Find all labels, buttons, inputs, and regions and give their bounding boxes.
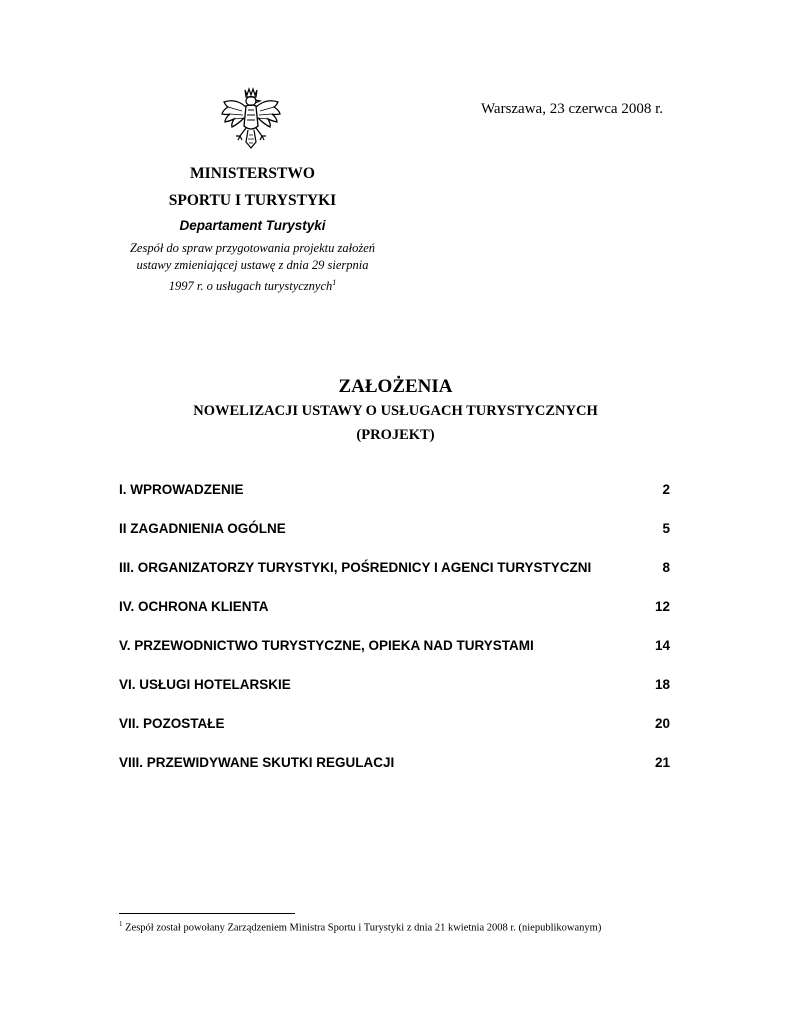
- ministry-name-line1: MINISTERSTWO: [190, 165, 315, 182]
- document-title-block: [0, 375, 791, 446]
- toc-entry-label: V. PRZEWODNICTWO TURYSTYCZNE, OPIEKA NAD TURYSTAMI: [119, 638, 534, 653]
- footnote: [119, 920, 601, 934]
- team-description-line: [110, 274, 395, 295]
- table-of-contents: [119, 480, 670, 792]
- toc-entry[interactable]: [119, 519, 670, 558]
- footnote-text: Zespół został powołany Zarządzeniem Ministra Sportu i Turystyki z dnia 21 kwietnia 2008 r. (niepublikowanym): [125, 922, 602, 934]
- toc-entry-label: III. ORGANIZATORZY TURYSTYKI, POŚREDNICY I AGENCI TURYSTYCZNI: [119, 560, 592, 575]
- toc-entry[interactable]: [119, 480, 670, 519]
- footnote-divider: [119, 913, 295, 914]
- department-name: Departament Turystyki: [179, 218, 326, 233]
- toc-entry-page: 18: [654, 677, 670, 692]
- toc-entry[interactable]: [119, 675, 670, 714]
- toc-entry-label: I. WPROWADZENIE: [119, 482, 244, 497]
- toc-entry[interactable]: [119, 597, 670, 636]
- document-status-note: (PROJEKT): [356, 427, 435, 443]
- toc-entry-page: 21: [654, 755, 670, 770]
- toc-entry-page: 12: [654, 599, 670, 614]
- toc-entry[interactable]: [119, 753, 670, 792]
- toc-entry-page: 8: [662, 560, 670, 575]
- polish-eagle-emblem-icon: [218, 86, 284, 152]
- toc-entry[interactable]: [119, 558, 670, 597]
- document-title: ZAŁOŻENIA: [338, 376, 453, 397]
- toc-entry-label: VIII. PRZEWIDYWANE SKUTKI REGULACJI: [119, 755, 395, 770]
- toc-entry-label: IV. OCHRONA KLIENTA: [119, 599, 269, 614]
- toc-entry[interactable]: [119, 636, 670, 675]
- toc-entry-page: 20: [654, 716, 670, 731]
- toc-entry-label: VII. POZOSTAŁE: [119, 716, 225, 731]
- document-subtitle: NOWELIZACJI USTAWY O USŁUGACH TURYSTYCZNYCH: [193, 403, 598, 419]
- toc-entry-page: 5: [662, 521, 670, 536]
- toc-entry-label: VI. USŁUGI HOTELARSKIE: [119, 677, 291, 692]
- ministry-name-line2: SPORTU I TURYSTYKI: [168, 192, 337, 209]
- toc-entry[interactable]: [119, 714, 670, 753]
- toc-entry-page: 2: [662, 482, 670, 497]
- ministry-block: [110, 165, 395, 295]
- toc-entry-page: 14: [654, 638, 670, 653]
- team-description-line: Zespół do spraw przygotowania projektu założeń: [129, 241, 376, 255]
- footnote-marker: 1: [119, 920, 123, 928]
- document-date: Warszawa, 23 czerwca 2008 r.: [480, 101, 663, 117]
- team-description-line-text: 1997 r. o usługach turystycznych: [168, 279, 333, 294]
- team-description-line: ustawy zmieniającej ustawę z dnia 29 sierpnia: [136, 258, 369, 272]
- toc-entry-label: II ZAGADNIENIA OGÓLNE: [119, 521, 286, 536]
- team-description: [110, 240, 395, 295]
- footnote-reference[interactable]: 1: [332, 278, 337, 287]
